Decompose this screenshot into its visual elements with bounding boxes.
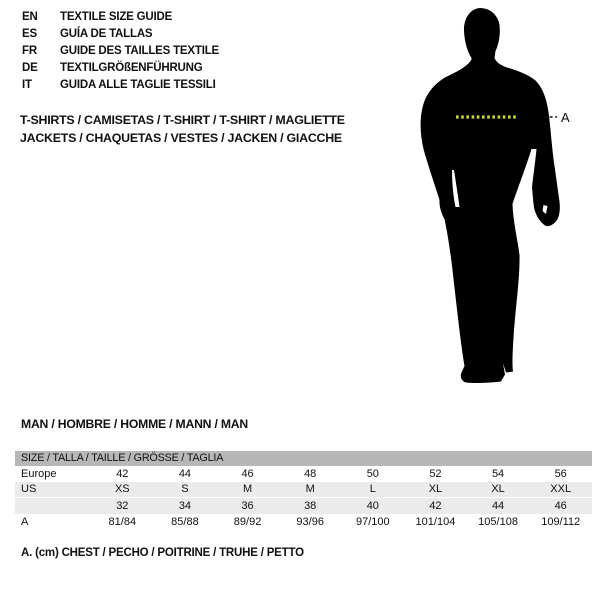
size-cell: S: [181, 483, 189, 495]
size-cell: XXL: [550, 483, 572, 495]
language-title: TEXTILE SIZE GUIDE: [60, 11, 173, 23]
language-row: [22, 43, 219, 60]
measurement-footnote: A. (cm) CHEST / PECHO / POITRINE / TRUHE / PETTO: [21, 547, 304, 559]
size-cell: 52: [429, 468, 442, 480]
size-cell: 89/92: [233, 516, 262, 528]
man-silhouette: [421, 8, 560, 383]
size-cell: 81/84: [108, 516, 137, 528]
section-heading-man: MAN / HOMBRE / HOMME / MANN / MAN: [21, 417, 248, 431]
size-cell: 93/96: [296, 516, 324, 528]
language-code: IT: [22, 79, 32, 91]
size-cell: 54: [491, 468, 505, 480]
row-label: [15, 498, 91, 514]
size-cell: L: [369, 483, 376, 495]
table-row-us: [15, 482, 592, 498]
table-row-us-numeric: [15, 498, 592, 514]
size-table: [15, 451, 592, 530]
language-legend: [22, 9, 219, 94]
size-cell: M: [242, 483, 253, 495]
size-cell: 105/108: [478, 516, 518, 528]
category-line-jackets: JACKETS / CHAQUETAS / VESTES / JACKEN / GIACCHE: [20, 130, 342, 145]
hand-notch: [543, 205, 548, 214]
language-row: [22, 9, 219, 26]
size-cell: 101/104: [415, 516, 456, 528]
language-code: DE: [22, 62, 38, 74]
size-cell: 34: [178, 500, 192, 512]
size-cell: 36: [241, 500, 254, 512]
size-cell: 42: [116, 468, 129, 480]
size-cell: 46: [554, 500, 567, 512]
arm-gap-highlight: [452, 170, 460, 207]
language-row: [22, 26, 219, 43]
language-title: GUÍA DE TALLAS: [60, 28, 153, 40]
size-cell: 56: [554, 468, 567, 480]
size-cell: 40: [366, 500, 379, 512]
size-cell: 85/88: [171, 516, 199, 528]
size-cell: XL: [428, 483, 443, 495]
size-cell: 48: [304, 468, 317, 480]
size-cell: 38: [304, 500, 317, 512]
size-cell: 50: [366, 468, 379, 480]
size-cell: 44: [178, 468, 192, 480]
table-row-europe: [15, 466, 592, 482]
language-title: TEXTILGRÖßENFÜHRUNG: [60, 62, 203, 74]
language-code: FR: [22, 45, 37, 57]
size-cell: M: [305, 483, 315, 495]
row-label: Europe: [21, 468, 57, 480]
language-row: [22, 77, 219, 94]
size-cell: 44: [491, 500, 505, 512]
row-label: US: [21, 483, 37, 495]
language-row: [22, 60, 219, 77]
row-label: A: [21, 516, 29, 528]
language-title: GUIDE DES TAILLES TEXTILE: [60, 45, 219, 57]
category-line-tshirts: T-SHIRTS / CAMISETAS / T-SHIRT / T-SHIRT / MAGLIETTE: [20, 113, 345, 127]
size-cell: 42: [429, 500, 442, 512]
language-code: EN: [22, 11, 38, 23]
size-cell: 109/112: [541, 516, 581, 528]
size-cell: 32: [116, 500, 129, 512]
size-cell: XL: [491, 483, 505, 495]
size-cell: 46: [241, 468, 254, 480]
marker-label-a: A: [561, 110, 570, 125]
size-table-header: SIZE / TALLA / TAILLE / GRÖSSE / TAGLIA: [15, 451, 592, 466]
language-code: ES: [22, 28, 37, 40]
language-title: GUIDA ALLE TAGLIE TESSILI: [60, 79, 216, 91]
size-cell: 97/100: [355, 516, 390, 528]
table-row-a-chest: [15, 514, 592, 530]
size-cell: XS: [114, 483, 130, 495]
garment-category-block: [20, 112, 345, 147]
